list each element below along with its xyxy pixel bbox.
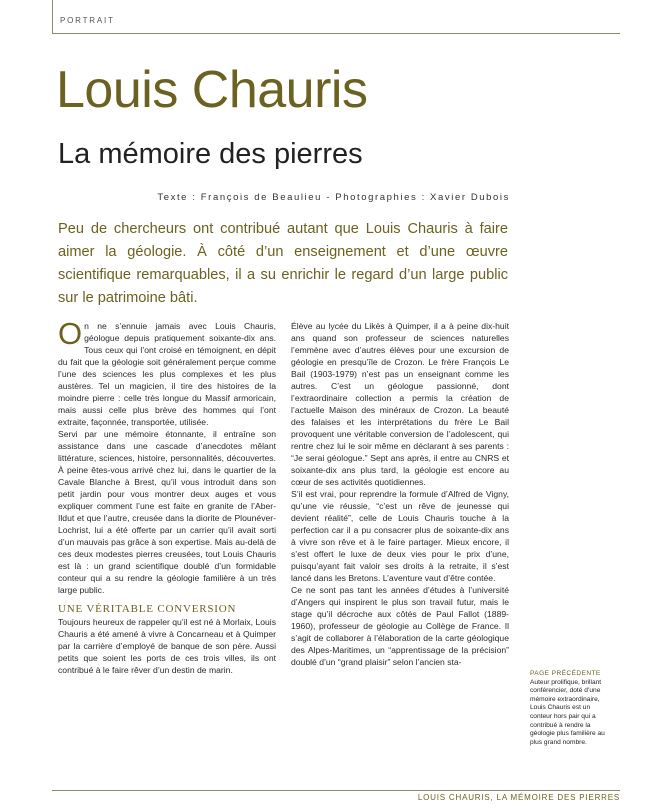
article-subtitle: La mémoire des pierres [58, 138, 363, 170]
left-vertical-rule [52, 0, 53, 34]
top-rule [52, 33, 620, 34]
paragraph-2: Servi par une mémoire étonnante, il entraîne son assistance dans une cascade d’anecdotes mêlant littérature, sciences, histoire, personnalités, découvertes. À peine êtes-vous arrivé chez lui, dans le quartier de la Cavale Blanche à Brest, qu’il vous introduit dans son petit jardin pour vous montrer deux auges et vous expliquer comment l’une est faite en granite de l’Aber-Ildut et que l’autre, creusée dans la diorite de Plounéver-Lochrist, lui a été offerte par un carrier qu’il avait sorti d’un mauvais pas grâce à son expertise. Mais au-delà de ces deux modestes pierres creusées, tout Louis Chauris est là : un grand scientifique doublé d’un formidable conteur qui a su rendre la géologie familière à un très large public. [58, 429, 276, 595]
bottom-rule [52, 790, 620, 791]
section-tag: PORTRAIT [60, 16, 115, 25]
running-footer: LOUIS CHAURIS, LA MÉMOIRE DES PIERRES [417, 793, 620, 802]
credits-line: Texte : François de Beaulieu - Photographies : Xavier Dubois [157, 192, 510, 203]
photo-caption [530, 670, 608, 747]
paragraph-4: Élève au lycée du Likès à Quimper, il a à peine dix-huit ans quand son professeur de sciences naturelles l’emmène avec d’autres élèves pour une excursion de géologie en presqu’île de Crozon. Le frère François Le Bail (1903-1979) n’est pas un enseignant comme les autres. C’est un géologue passionné, dont l’extraordinaire collection a permis la création de l’actuelle Maison des minéraux de Crozon. La beauté des falaises et les interprétations du frère Le Bail provoquent une véritable conversion de l’adolescent, qui rentre chez lui le soir même en déclarant à ses parents : “Je serai géologue.” Sept ans après, il entre au CNRS et soixante-dix ans plus tard, la géologie est encore au cœur de ses activités quotidiennes. [291, 321, 509, 487]
drop-cap: O [58, 316, 83, 351]
section-heading: UNE VÉRITABLE CONVERSION [58, 603, 237, 615]
paragraph-1 [58, 316, 276, 428]
article-title: Louis Chauris [56, 61, 368, 119]
paragraph-5: S’il est vrai, pour reprendre la formule d’Alfred de Vigny, qu’une vie réussie, “c’est un rêve de jeunesse qui devient réalité”, celle de Louis Chauris touche à la perfection car il a pu consacrer plus de soixante-dix ans à vivre son rêve et à le faire partager. Mieux encore, il s’est offert le luxe de deux vies pour le prix d’une, puisqu’ayant fait valoir ses droits à la retraite, il s’est lancé dans les Bretons. L’aventure vaut d’être contée. [291, 489, 509, 583]
body-column-1 [58, 316, 276, 676]
caption-label: PAGE PRÉCÉDENTE [530, 670, 601, 677]
caption-text: Auteur prolifique, brillant conférencier, doté d’une mémoire extraordinaire, Louis Chauris est un conteur hors pair qui a contribué à rendre la géologie plus familière au plus grand nombre. [530, 678, 605, 746]
paragraph-6: Ce ne sont pas tant les années d’études à l’université d’Angers qui inspirent le plus son travail futur, mais le stage qu’il décroche aux côtés de Paul Fallot (1889-1960), professeur de géologie au Collège de France. Il s’agit de collaborer à l’élaboration de la carte géologique des Alpes-Maritimes, un “apprentissage de la précision” doublé d’un “grand plaisir” selon l’ancien sta- [291, 585, 509, 667]
paragraph-1-text: n ne s’ennuie jamais avec Louis Chauris, géologue depuis pratiquement soixante-dix ans. Tous ceux qui l’ont croisé en témoignent, en dépit du fait que la géologie soit généralement perçue comme l’une des sciences les plus complexes et les plus austères. Tel un magicien, il tire des histoires de la moindre pierre : celle très longue du Massif armoricain, mais aussi celle plus brève des hommes qui l’ont extraite, façonnée, transportée, utilisée. [58, 321, 276, 427]
paragraph-3: Toujours heureux de rappeler qu’il est né à Morlaix, Louis Chauris a été amené à vivre à Concarneau et à Quimper par la carrière d’employé de banque de son père. Aussi petits que soient les ports de ces trois villes, ils ont contribué à le faire rêver d’un destin de marin. [58, 617, 276, 675]
intro-paragraph: Peu de chercheurs ont contribué autant que Louis Chauris à faire aimer la géologie. À côté d’un enseignement et d’une œuvre scientifique remarquables, il a su enrichir le regard d’un large public sur le patrimoine bâti. [58, 221, 508, 306]
body-column-2 [291, 320, 509, 668]
